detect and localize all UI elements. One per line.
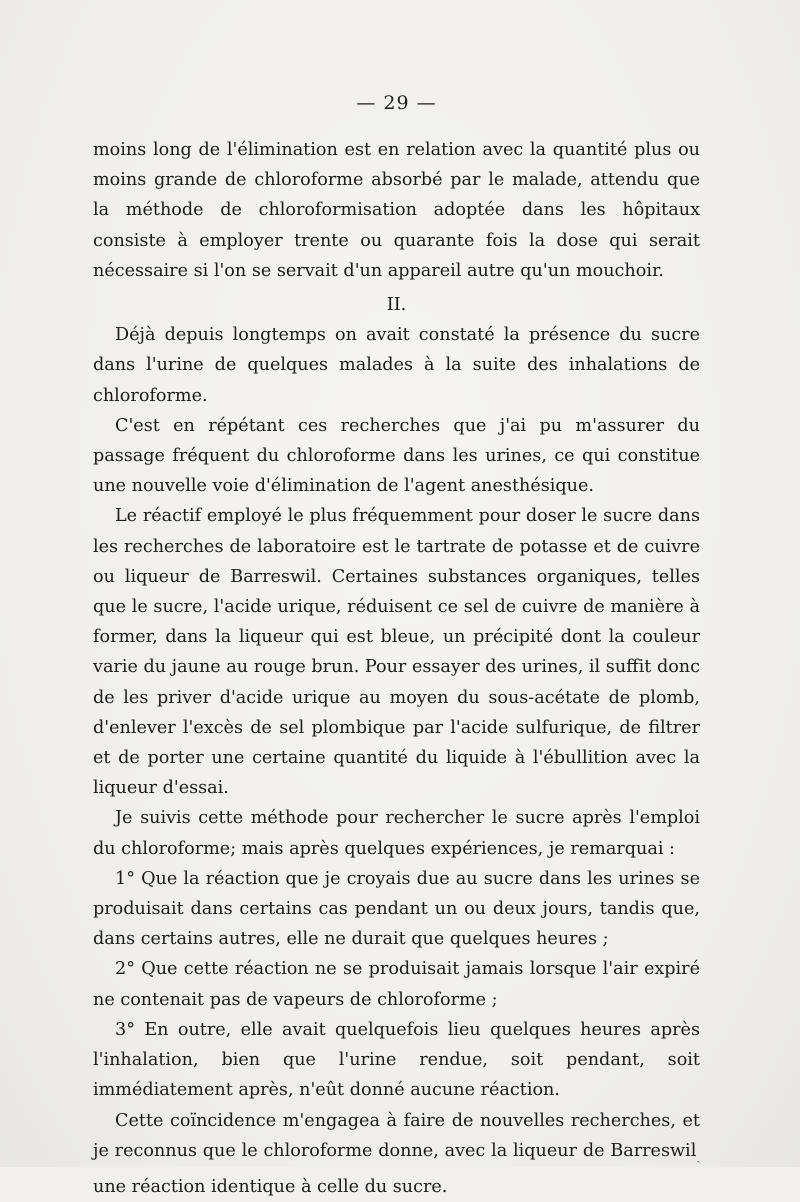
insertion-mark: ˏ bbox=[696, 1150, 700, 1163]
paragraph: Le réactif employé le plus fréquemment pour doser le sucre dans les recherches de laboratoire est le tartrate de potasse et de cuivre ou liqueur de Barreswil. Certaines substances organiques, telles que le sucre, l'acide urique, réduisent ce sel de cuivre de manière à former, dans la liqueur qui est bleue, un précipité dont la couleur varie du jaune au rouge brun. Pour essayer des urines, il suffit donc de les priver d'acide urique au moyen du sous-acétate de plomb, d'enlever l'excès de sel plombique par l'acide sulfurique, de filtrer et de porter une certaine quantité du liquide à l'ébullition avec la liqueur d'essai. bbox=[93, 501, 700, 803]
paragraph: Je suivis cette méthode pour rechercher le sucre après l'emploi du chloroforme; mais après quelques expériences, je remarquai : bbox=[93, 803, 700, 863]
final-text-part-2: une réaction identique à celle du sucre. bbox=[93, 1177, 447, 1197]
section-heading: II. bbox=[93, 290, 700, 320]
final-text-part-1: Cette coïncidence m'engagea à faire de nouvelles recherches, et je reconnus que le chloroforme donne, avec la liqueur de Barreswil bbox=[93, 1111, 700, 1161]
page-number: — 29 — bbox=[93, 92, 700, 114]
body-text bbox=[93, 135, 700, 1202]
paragraph: Déjà depuis longtemps on avait constaté la présence du sucre dans l'urine de quelques malades à la suite des inhalations de chloroforme. bbox=[93, 320, 700, 411]
list-item-2: 2° Que cette réaction ne se produisait jamais lorsque l'air expiré ne contenait pas de vapeurs de chloroforme ; bbox=[93, 954, 700, 1014]
paragraph-continuation: moins long de l'élimination est en relation avec la quantité plus ou moins grande de chloroforme absorbé par le malade, attendu que la méthode de chloroformisation adoptée dans les hôpitaux consiste à employer trente ou quarante fois la dose qui serait nécessaire si l'on se servait d'un appareil autre qu'un mouchoir. bbox=[93, 135, 700, 286]
paragraph-final bbox=[93, 1106, 700, 1202]
list-item-1: 1° Que la réaction que je croyais due au sucre dans les urines se produisait dans certains cas pendant un ou deux jours, tandis que, dans certains autres, elle ne durait que quelques heures ; bbox=[93, 864, 700, 955]
list-item-3: 3° En outre, elle avait quelquefois lieu quelques heures après l'inhalation, bien que l'urine rendue, soit pendant, soit immédiatement après, n'eût donné aucune réaction. bbox=[93, 1015, 700, 1106]
paragraph: C'est en répétant ces recherches que j'ai pu m'assurer du passage fréquent du chloroforme dans les urines, ce qui constitue une nouvelle voie d'élimination de l'agent anesthésique. bbox=[93, 411, 700, 502]
